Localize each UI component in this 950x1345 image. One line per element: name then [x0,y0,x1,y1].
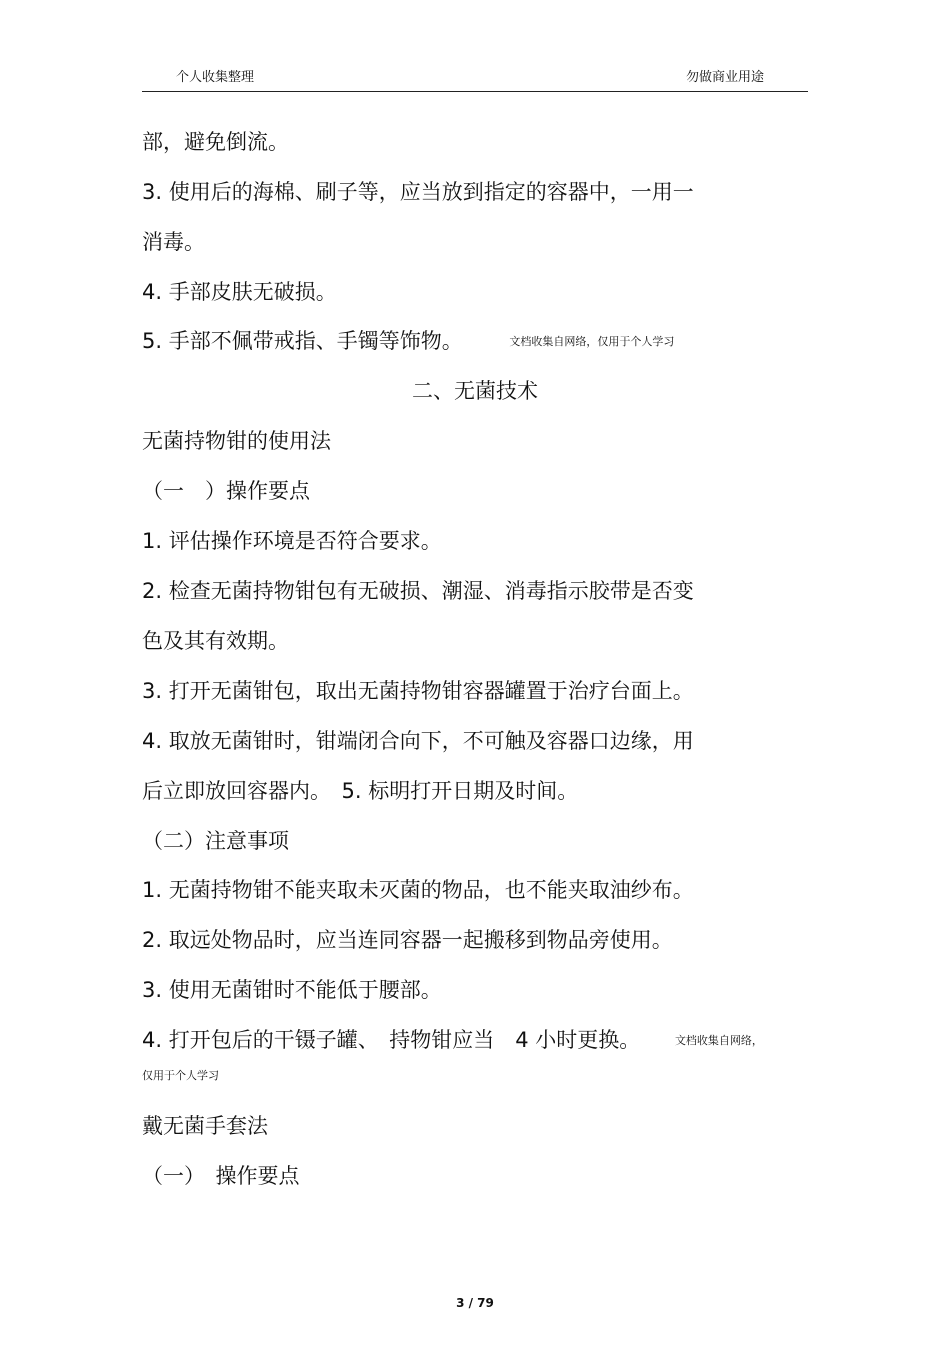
body-line: 1. 无菌持物钳不能夹取未灭菌的物品，也不能夹取油纱布。 [142,878,694,902]
body-line: 后立即放回容器内。 5. 标明打开日期及时间。 [142,779,579,803]
body-line-with-note [142,327,674,356]
subheading: （一 ）操作要点 [142,479,310,503]
body-line: 3. 使用后的海棉、刷子等，应当放到指定的容器中，一用一 [142,180,694,204]
body-line: 部，避免倒流。 [142,130,289,154]
body-line: 2. 检查无菌持物钳包有无破损、潮湿、消毒指示胶带是否变 [142,579,694,603]
header-right-text: 勿做商业用途 [686,70,765,85]
section-heading: 二、无菌技术 [412,379,538,403]
body-line: 2. 取远处物品时，应当连同容器一起搬移到物品旁使用。 [142,928,673,952]
header-left-text: 个人收集整理 [176,70,255,85]
body-line-with-note [142,1026,763,1055]
body-line: 1. 评估操作环境是否符合要求。 [142,529,442,553]
source-note: 文档收集自网络， [674,1034,763,1047]
body-text: 4. 打开包后的干镊子罐、 持物钳应当 4 小时更换。 [142,1028,641,1052]
body-line: 3. 打开无菌钳包，取出无菌持物钳容器罐置于治疗台面上。 [142,679,694,703]
body-line: 4. 手部皮肤无破损。 [142,280,337,304]
subsection-title: 戴无菌手套法 [142,1114,268,1138]
subheading: （二）注意事项 [142,829,289,853]
body-line: 3. 使用无菌钳时不能低于腰部。 [142,978,442,1002]
body-line: 消毒。 [142,230,205,254]
source-note: 文档收集自网络，仅用于个人学习 [509,335,675,348]
body-line: 4. 取放无菌钳时，钳端闭合向下，不可触及容器口边缘，用 [142,729,694,753]
body-text: 5. 手部不佩带戒指、手镯等饰物。 [142,329,463,353]
subsection-title: 无菌持物钳的使用法 [142,429,331,453]
subheading: （一） 操作要点 [142,1164,300,1188]
body-line: 色及其有效期。 [142,629,289,653]
source-note-continued: 仅用于个人学习 [142,1069,219,1082]
header-divider [142,91,808,92]
page-number: 3 / 79 [456,1296,494,1310]
